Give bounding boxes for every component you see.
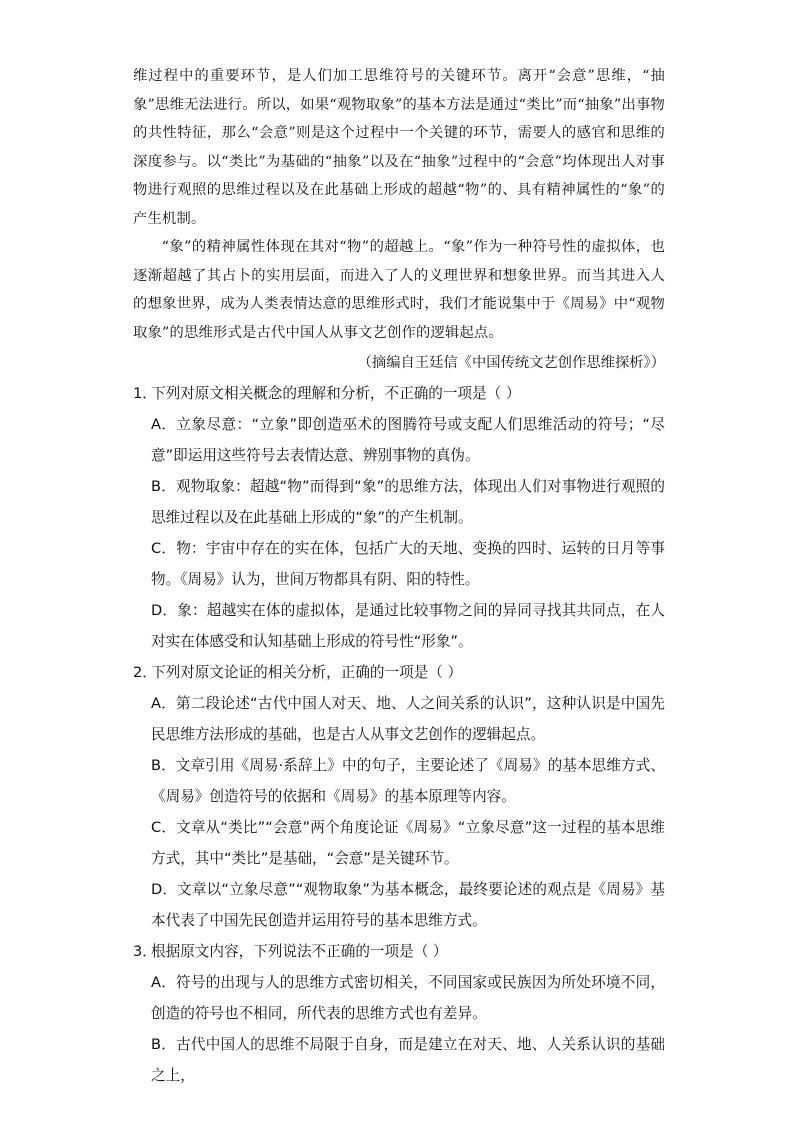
reading-passage bbox=[133, 62, 665, 378]
option-text: 物：宇宙中存在的实在体，包括广大的天地、变换的四时、运转的日月等事物。《周易》认为，世间万物都具有阴、阳的特性。 bbox=[151, 539, 665, 588]
document-page bbox=[133, 62, 665, 1091]
option-letter: C． bbox=[151, 539, 177, 557]
option-text: 文章以“立象尽意”“观物取象”为基本概念，最终要论述的观点是《周易》基本代表了中国先民创造并运用符号的基本思维方式。 bbox=[151, 880, 665, 929]
question-text: 下列对原文相关概念的理解和分析，不正确的一项是（ ） bbox=[151, 384, 521, 402]
option-text: 符号的出现与人的思维方式密切相关，不同国家或民族因为所处环境不同，创造的符号也不相同，所代表的思维方式也有差异。 bbox=[151, 973, 665, 1022]
question-stem bbox=[133, 378, 665, 409]
option-text: 文章引用《周易·系辞上》中的句子，主要论述了《周易》的基本思维方式、《周易》创造符号的依据和《周易》的基本原理等内容。 bbox=[151, 756, 665, 805]
option-b[interactable] bbox=[151, 1029, 665, 1091]
option-a[interactable] bbox=[151, 409, 665, 471]
option-letter: A． bbox=[151, 415, 177, 433]
passage-source: （摘编自王廷信《中国传统文艺创作思维探析》） bbox=[357, 355, 665, 371]
question-stem bbox=[133, 936, 665, 967]
option-letter: A． bbox=[151, 973, 177, 991]
option-c[interactable] bbox=[151, 533, 665, 595]
option-letter: B． bbox=[151, 756, 176, 774]
question-number: 1． bbox=[133, 384, 157, 402]
option-letter: B． bbox=[151, 477, 176, 495]
option-b[interactable] bbox=[151, 750, 665, 812]
option-text: 象：超越实在体的虚拟体，是通过比较事物之间的异同寻找其共同点，在人对实在体感受和认知基础上形成的符号性“形象”。 bbox=[151, 601, 665, 650]
option-text: 第二段论述“古代中国人对天、地、人之间关系的认识”，这种认识是中国先民思维方法形成的基础，也是古人从事文艺创作的逻辑起点。 bbox=[151, 694, 666, 743]
option-text: 古代中国人的思维不局限于自身，而是建立在对天、地、人关系认识的基础之上， bbox=[151, 1035, 665, 1084]
option-text: 立象尽意：“立象”即创造巫术的图腾符号或支配人们思维活动的符号；“尽意”即运用这些符号去表情达意、辨别事物的真伪。 bbox=[151, 415, 665, 464]
option-b[interactable] bbox=[151, 471, 665, 533]
question-number: 2． bbox=[133, 663, 157, 681]
option-letter: D． bbox=[151, 880, 178, 898]
question-text: 下列对原文论证的相关分析，正确的一项是（ ） bbox=[151, 663, 463, 681]
question-stem bbox=[133, 657, 665, 688]
passage-paragraph: “象”的精神属性体现在其对“物”的超越上。“象”作为一种符号性的虚拟体，也逐渐超越了其占卜的实用层面，而进入了人的义理世界和想象世界。而当其进入人的想象世界，成为人类表情达意的思维形式时，我们才能说集中于《周易》中“观物取象”的思维形式是古代中国人从事文艺创作的逻辑起点。 bbox=[133, 239, 665, 341]
option-letter: A． bbox=[151, 694, 176, 712]
passage-paragraph: 维过程中的重要环节，是人们加工思维符号的关键环节。离开“会意”思维，“抽象”思维无法进行。所以，如果“观物取象”的基本方法是通过“类比”而“抽象”出事物的共性特征，那么“会意”则是这个过程中一个关键的环节，需要人的感官和思维的深度参与。以“类比”为基础的“抽象”以及在“抽象”过程中的“会意”均体现出人对事物进行观照的思维过程以及在此基础上形成的超越“物”的、具有精神属性的“象”的产生机制。 bbox=[133, 68, 665, 227]
question-2 bbox=[133, 657, 665, 936]
option-text: 文章从“类比”“会意”两个角度论证《周易》“立象尽意”这一过程的基本思维方式，其中“类比”是基础，“会意”是关键环节。 bbox=[151, 818, 665, 867]
question-1 bbox=[133, 378, 665, 657]
question-text: 根据原文内容，下列说法不正确的一项是（ ） bbox=[151, 942, 448, 960]
option-a[interactable] bbox=[151, 688, 665, 750]
option-d[interactable] bbox=[151, 874, 665, 936]
question-3 bbox=[133, 936, 665, 1091]
question-number: 3． bbox=[133, 942, 157, 960]
option-text: 观物取象：超越“物”而得到“象”的思维方法，体现出人们对事物进行观照的思维过程以及在此基础上形成的“象”的产生机制。 bbox=[151, 477, 665, 526]
option-a[interactable] bbox=[151, 967, 665, 1029]
option-c[interactable] bbox=[151, 812, 665, 874]
option-letter: B． bbox=[151, 1035, 177, 1053]
option-d[interactable] bbox=[151, 595, 665, 657]
option-letter: C． bbox=[151, 818, 177, 836]
option-letter: D． bbox=[151, 601, 178, 619]
